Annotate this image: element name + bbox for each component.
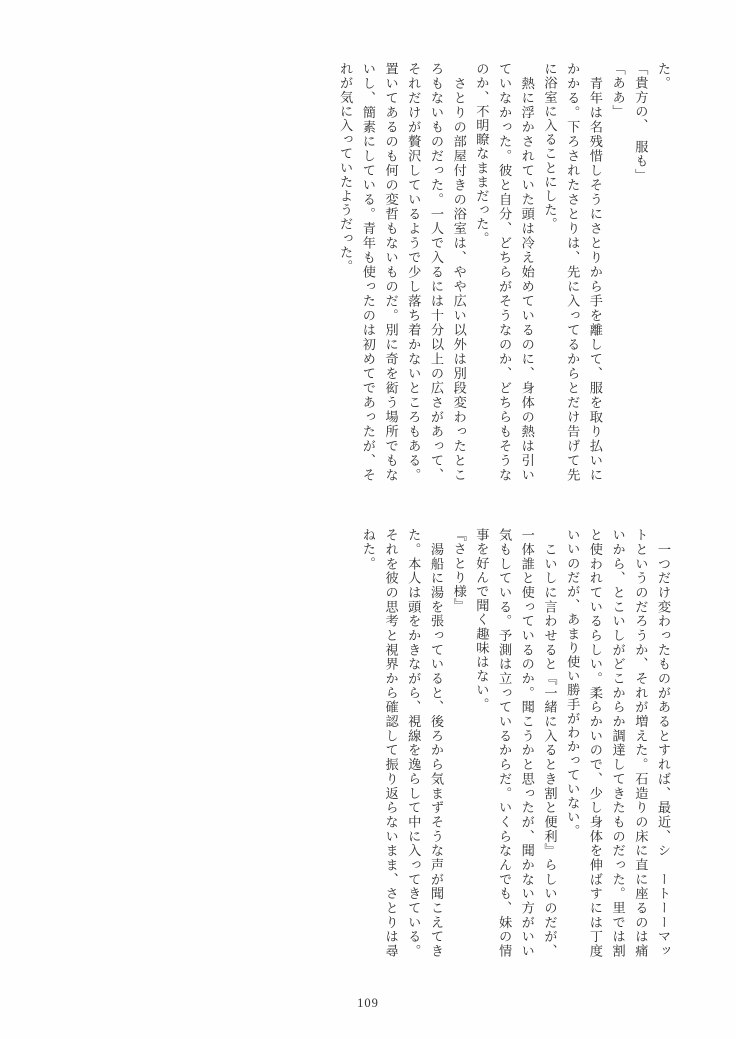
paragraph: 「ああ」 [610,62,626,119]
paragraph: さとりの部屋付きの浴室は、やや広い以外は別段変わったところもないものだった。一人で入るには十分以上の広さがあって、それだけが贅沢しているようで少し落ち着かないところもある。置いてあるのも何の変哲もないものだ。別に奇を衒う場所でもないし、簡素にしている。青年も使ったのは初めてであったが、それが気に入っていたようだった。 [338,62,467,482]
text-block-bottom [74,528,674,958]
paragraph: 青年は名残惜しそうにさとりから手を離して、服を取り払いにかかる。下ろされたさとりは、先に入ってるからとだけ告げて先に浴室に入ることにした。 [542,62,603,482]
paragraph: た。 [656,62,671,91]
paragraph: 一つだけ変わったものがあるとすれば、最近、シ ートーーマットというのだろうか、それが増えた。石造りの床に直に座るのは痛いから、とこいしがどこからか調達してきたものだった。里では割と使われているらしい。柔らかいので、少し身体を伸ばすには丁度いいのだが、あまり使い勝手がわかっていない。 [565,528,671,958]
paragraph: 「貴方の、 服も」 [633,62,649,183]
paragraph: 『さとり様』 [451,528,467,613]
paragraph: こいしに言わせると『一緒に入るとき割と便利』らしいのだが、一体誰と使っているのか。聞こうかと思ったが、聞かない方がいい気もしている。予測は立っているからだ。いくらなんでも、妹の情事を好んで聞く趣味はない。 [474,528,558,958]
text-block-top [74,62,674,482]
paragraph: 湯船に湯を張っていると、後ろから気まずそうな声が聞こえてきた。本人は頭をかきながら、視線を逸らして中に入ってきている。それを彼の思考と視界から確認して振り返らないまま、さとりは尋ねた。 [360,528,444,958]
paragraph: 熱に浮かされていた頭は冷え始めているのに、身体の熱は引いていなかった。彼と自分、どちらがそうなのか、どちらもそうなのか、不明瞭なままだった。 [474,62,535,482]
page-number: 109 [357,996,379,1010]
